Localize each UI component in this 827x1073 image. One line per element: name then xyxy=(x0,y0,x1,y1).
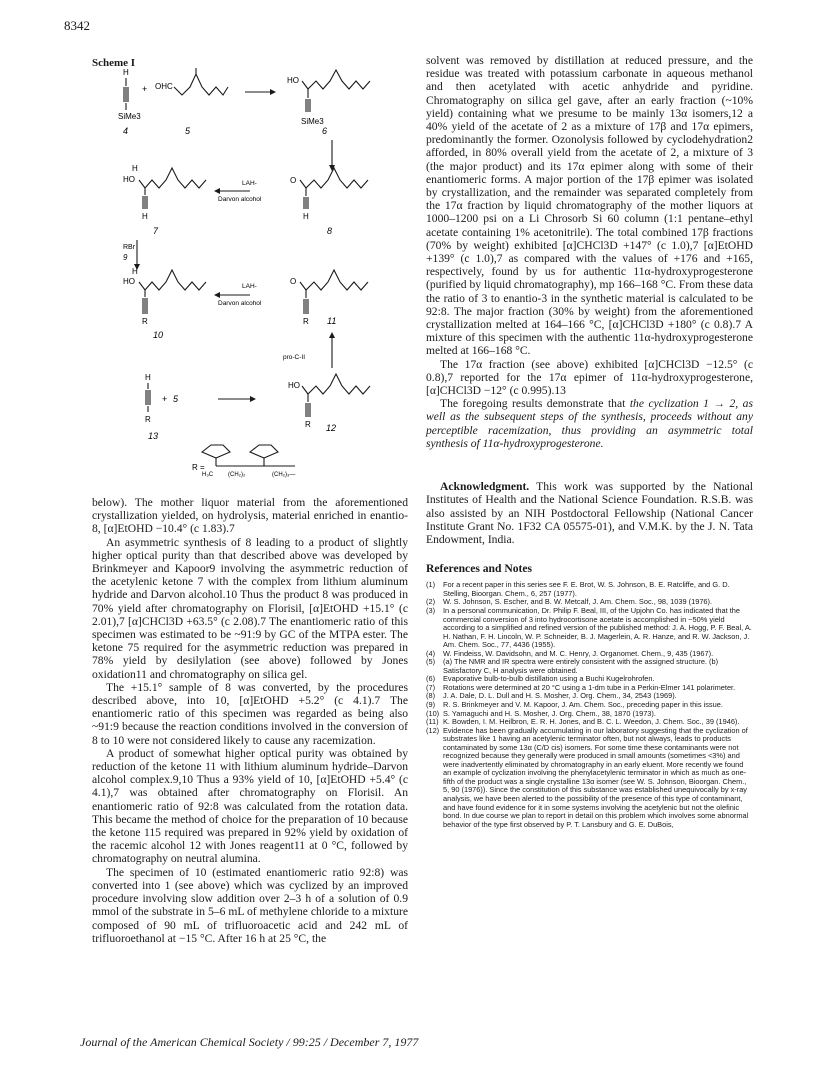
compound-6-structure xyxy=(287,70,370,126)
reference-number: (11) xyxy=(426,717,439,727)
references-heading: References and Notes xyxy=(426,562,533,576)
compound-13-structure xyxy=(145,373,151,424)
reference-number: (3) xyxy=(426,605,436,615)
svg-text:O: O xyxy=(290,176,297,185)
compound-10-structure xyxy=(123,267,206,326)
reference-number: (9) xyxy=(426,699,436,709)
reference-text: K. Bowden, I. M. Heilbron, E. R. H. Jones, and B. C. L. Weedon, J. Chem. Soc., 39 (1946). xyxy=(443,717,740,727)
label-11: 11 xyxy=(327,316,337,326)
compound-5-structure xyxy=(155,68,228,95)
scheme-figure xyxy=(90,62,420,490)
references-list xyxy=(426,581,753,829)
compound-7-structure xyxy=(290,168,368,221)
label-10: 10 xyxy=(153,330,164,340)
svg-text:H₃C: H₃C xyxy=(202,472,214,478)
svg-text:H: H xyxy=(145,373,151,382)
left-column xyxy=(92,496,408,945)
reference-number: (6) xyxy=(426,674,436,684)
svg-text:HO: HO xyxy=(123,175,135,184)
svg-text:LAH-: LAH- xyxy=(242,180,257,187)
reference-text: R. S. Brinkmeyer and V. M. Kapoor, J. Am. Chem. Soc., preceding paper in this issue. xyxy=(443,699,723,709)
reference-number: (7) xyxy=(426,682,436,692)
label-5b: 5 xyxy=(173,394,179,404)
svg-text:LAH-: LAH- xyxy=(242,283,257,290)
svg-text:HO: HO xyxy=(288,381,300,390)
reference-text: (a) The NMR and IR spectra were entirely consistent with the assigned structure. (b) Satisfactory C, H analysis were obtained. xyxy=(443,657,719,675)
reference-number: (2) xyxy=(426,597,436,607)
label-8: 7 xyxy=(153,226,159,236)
svg-text:H: H xyxy=(142,212,148,221)
reference-text: W. S. Johnson, S. Escher, and B. W. Metcalf, J. Am. Chem. Soc., 98, 1039 (1976). xyxy=(443,597,713,607)
svg-text:SiMe3: SiMe3 xyxy=(118,112,141,121)
svg-text:H: H xyxy=(303,212,309,221)
svg-text:R =: R = xyxy=(192,463,205,472)
reference-text: W. Findeiss, W. Davidsohn, and M. C. Henry, J. Organomet. Chem., 9, 435 (1967). xyxy=(443,648,714,658)
svg-text:RBr: RBr xyxy=(123,244,136,251)
svg-text:SiMe3: SiMe3 xyxy=(301,117,324,126)
reference-text: For a recent paper in this series see F. E. Brot, W. S. Johnson, B. E. Ratcliffe, and G. D. Stelling, Bioorgan. Chem., 6, 257 (1977). xyxy=(443,580,730,598)
reference-text: Rotations were determined at 20 °C using a 1-dm tube in a Perkin-Elmer 141 polarimeter. xyxy=(443,682,736,692)
svg-text:(CH₂)₃—: (CH₂)₃— xyxy=(272,472,296,478)
paragraph: A product of somewhat higher optical purity was obtained by reduction of the ketone 11 with lithium aluminum hydride–Darvon alcohol complex.9,10 Thus a 93% yield of 10, [α]EtOHD +5.4° (c 4.1),7 was obtained after chromatography on Florisil. An enantiomeric ratio of 92:8 was calculated from the rotation data. This became the method of choice for the preparation of 10 because the ketone 115 required was prepared in 92% yield by oxidation of the racemic alcohol 12 with Jones reagent11 at 0 °C, followed by chromatography on neutral alumina. xyxy=(92,746,408,866)
svg-text:HO: HO xyxy=(123,277,135,286)
paragraph: below). The mother liquor material from the aforementioned crystallization yielded, on hydrolysis, material enriched in enantio-8, [α]EtOHD −10.4° (c 1.83).7 xyxy=(92,496,408,536)
compound-4-structure xyxy=(118,68,141,121)
svg-text:R: R xyxy=(305,420,311,429)
page-number: 8342 xyxy=(64,18,90,33)
label-7: 8 xyxy=(327,226,333,236)
reference-number: (12) xyxy=(426,725,440,735)
paragraph: The 17α fraction (see above) exhibited [α]CHCl3D −12.5° (c 0.8),7 reported for the 17α epimer of 11α-hydroxyprogesterone, [α]CHCl3D −12° (c 0.995).13 xyxy=(426,357,753,398)
reference-number: (8) xyxy=(426,691,436,701)
reference-number: (1) xyxy=(426,580,436,590)
reference-item xyxy=(426,607,753,650)
paragraph: The +15.1° sample of 8 was converted, by the procedures described above, into 10, [α]EtOHD +5.2° (c 4.1).7 The enantiomeric ratio of this specimen was regarded as being also ~91:9 because the reaction conditions involved in the conversion of 8 to 10 were not considered likely to cause any racemization. xyxy=(92,680,408,747)
journal-footer: Journal of the American Chemical Society / 99:25 / December 7, 1977 xyxy=(80,1035,419,1049)
reference-text: S. Yamaguchi and H. S. Mosher, J. Org. Chem., 38, 1870 (1973). xyxy=(443,708,656,718)
compound-12-structure xyxy=(288,374,370,429)
svg-text:Darvon alcohol: Darvon alcohol xyxy=(218,196,262,203)
reference-number: (5) xyxy=(426,657,436,667)
reference-text: Evaporative bulb-to-bulb distillation using a Buchi Kugelrohrofen. xyxy=(443,674,655,684)
reference-text: J. A. Dale, D. L. Dull and H. S. Mosher, J. Org. Chem., 34, 2543 (1969). xyxy=(443,691,677,701)
paragraph: An asymmetric synthesis of 8 leading to a product of slightly higher optical purity than that described above was developed by Brinkmeyer and Kapoor9 involving the asymmetric reduction of the acetylenic ketone 7 with the complex from lithium aluminum hydride and Darvon alcohol.10 Thus the product 8 was produced in 70% yield after chromatography on Florisil, [α]EtOHD +15.1° (c 2.01),7 [α]CHCl3D +63.5° (c 2.08).7 The enantiomeric ratio of this specimen was estimated to be ~91:9 by GC of the MTPA ester. The ketone 75 required for the asymmetric reduction was prepared in 78% yield by desilylation (see above) followed by Jones oxidation11 and chromatography on silica gel. xyxy=(92,535,408,681)
conclusion-paragraph: The foregoing results demonstrate that the cyclization 1 → 2, as well as the subsequent steps of the synthesis, proceeds without any perceptible racemization, thus providing an asymmetric total synthesis of 11α-hydroxyprogesterone. xyxy=(426,397,753,450)
svg-text:R: R xyxy=(145,415,151,424)
svg-text:pro-C-II: pro-C-II xyxy=(283,354,306,361)
paragraph: solvent was removed by distillation at reduced pressure, and the residue was treated with potassium carbonate in aqueous methanol and then acetylated with acetic anhydride and pyridine. Chromatography on silica gel gave, after an early fraction (~10% yield) containing what we presume to be mainly 13α isomers,12 a 40% yield of the acetate of 2 as a mixture of 17β and 17α epimers, predominantly the former. Ozonolysis followed by cyclodehydration2 afforded, in 80% overall yield from the acetate of 2, a mixture of 3 (the major product) and its 17α epimer along with some of their enantiomeric forms. A major portion of the 17β epimer was isolated by crystallization, and the remainder was separated completely from the 17α fraction by liquid chromatography of the mother liquors at 1000–1200 psi on a Li Chrosorb Si 60 column (1:1 pentane–ethyl acetate containing 1% acetonitrile). The total combined 17β fractions (70% by weight) exhibited [α]CHCl3D +147° (c 1.0),7 [α]EtOHD +139° (c 1.0),7 as compared with the values of +176 and +165, respectively, found by us for authentic 11α-hydroxyprogesterone (purified by liquid chromatography), mp 166–168 °C. From these data the ratio of 3 to enantio-3 in the synthetic material is calculated to be 92:8. The major fraction (30% by weight) from the aforementioned crystallization melted at 164–166 °C, [α]CHCl3D +180° (c 0.8).7 A mixture of this specimen with the authentic 11α-hydroxyprogesterone melted at 166–168 °C. xyxy=(426,54,753,358)
label-9: 9 xyxy=(123,253,128,262)
svg-text:H: H xyxy=(123,68,129,77)
svg-text:Darvon alcohol: Darvon alcohol xyxy=(218,300,262,307)
svg-text:OHC: OHC xyxy=(155,82,173,91)
reference-number: (10) xyxy=(426,708,440,718)
svg-text:HO: HO xyxy=(287,76,299,85)
reference-item xyxy=(426,727,753,830)
svg-text:H: H xyxy=(132,164,138,173)
reference-item xyxy=(426,658,753,675)
label-6: 6 xyxy=(322,126,328,136)
r-group-structure xyxy=(192,445,295,478)
paragraph: The specimen of 10 (estimated enantiomeric ratio 92:8) was converted into 1 (see above) which was cyclized by an improved procedure involving slow addition over 2–3 h of a solution of 0.9 mmol of the substrate in 5–6 mL of methylene chloride to a mixture composed of 90 mL of trifluoroacetic acid and 242 mL of trifluoroethanol at −15 °C. After 16 h at 25 °C, the xyxy=(92,865,408,945)
reference-text: In a personal communication, Dr. Philip F. Beal, III, of the Upjohn Co. has indicated that the commercial conversion of 3 into hydrocortisone acetate is accomplished in ~50% yield according to a simplified and refined version of the published method: J. A. Hogg, P. F. Beal, A. H. Nathan, F. H. Lincoln, W. P. Schneider, B. J. Magerlein, A. R. Hanze, and R. W. Jackson, J. Am. Chem. Soc., 77, 4436 (1955). xyxy=(443,605,752,650)
svg-text:R: R xyxy=(142,317,148,326)
svg-text:(CH₂)₂: (CH₂)₂ xyxy=(228,472,246,478)
svg-text:H: H xyxy=(132,267,138,276)
svg-text:R: R xyxy=(303,317,309,326)
svg-text:+: + xyxy=(162,394,168,404)
svg-text:+: + xyxy=(142,84,148,94)
acknowledgment: Acknowledgment. This work was supported by the National Institutes of Health and the National Science Foundation. R.S.B. was also assisted by an NIH Postdoctoral Fellowship (National Cancer Institute Grant No. 1F32 CA 05575-01), and V.M.K. by the J. N. Tata Endowment, India. xyxy=(426,480,753,546)
label-4: 4 xyxy=(123,126,129,136)
svg-text:O: O xyxy=(290,277,297,286)
reference-number: (4) xyxy=(426,648,436,658)
right-column xyxy=(426,54,753,829)
label-5: 5 xyxy=(185,126,191,136)
compound-8-structure xyxy=(123,164,206,221)
label-12: 12 xyxy=(326,423,337,433)
reference-item xyxy=(426,581,753,598)
reference-text: Evidence has been gradually accumulating in our laboratory suggesting that the cyclization of substrates like 1 having an acetylenic terminator often, but not always, leads to products contaminated by some 13α (C/D cis) isomers. For some time these contaminants were not recognized because they generally were produced in small amounts (sometimes <3%) and were inadvertently eliminated by chromatography in an early eluent. More recently we found an example of cyclization involving the phenylacetylenic terminator in which as much as one-fifth of the product was a single crystalline 13α isomer (see W. S. Johnson, Bioorgan. Chem., 5, 90 (1976)). Since the constitution of this substance was established unequivocally by x-ray analysis, we have been alerted to the possibility of the presence of this type of contaminant, and have found evidence for it in some systems involving the acetylenic but not the olefinic bond. In due course we plan to report in detail on this problem which involves some abnormal behavior of the type first observed by P. T. Lansbury and G. E. DuBois, xyxy=(443,725,749,829)
label-13: 13 xyxy=(148,431,159,441)
scheme-label: Scheme I xyxy=(92,57,136,69)
